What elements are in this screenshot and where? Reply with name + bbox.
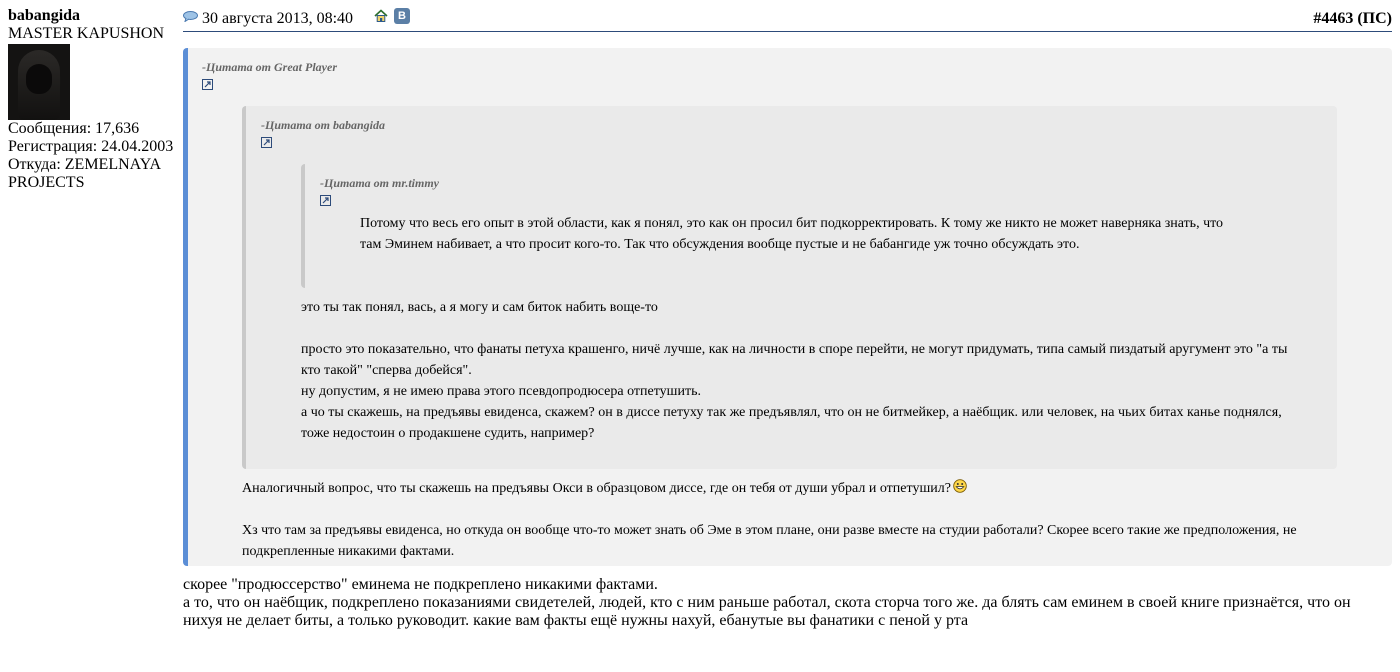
grin-smiley-icon xyxy=(953,479,967,493)
quote-outer-text xyxy=(242,478,1342,499)
post-body-line: скорее "продюссерство" еминема не подкреплено никакими фактами. xyxy=(183,576,658,593)
quote-middle-text xyxy=(301,339,1301,444)
user-info xyxy=(8,7,180,192)
vk-icon[interactable]: В xyxy=(394,8,410,24)
avatar[interactable] xyxy=(8,44,70,120)
post-number[interactable] xyxy=(1313,10,1392,28)
quote-author: -Цитата от babangida xyxy=(261,118,386,132)
user-messages: Сообщения: 17,636 xyxy=(8,120,140,137)
quote-middle xyxy=(242,106,1337,469)
quote-middle-line: ну допустим, я не имею права этого псевдопродюсера отпетушить. xyxy=(301,384,701,399)
post-number-value[interactable]: #4463 xyxy=(1313,10,1354,27)
quote-outer-line: Аналогичный вопрос, что ты скажешь на предъявы Окси в образцовом диссе, где он тебя от души убрал и отпетушил? xyxy=(242,481,951,496)
quote-middle-line: а чо ты скажешь, на предъявы евиденса, скажем? он в диссе петуху так же предъявлял, что он не битмейкер, а наёбщик. или человек, на чьих битах канье поднялся, тоже недостоин о продакшене судить, например? xyxy=(301,405,1282,441)
user-registration: Регистрация: 24.04.2003 xyxy=(8,138,174,155)
home-icon[interactable] xyxy=(374,9,388,23)
quote-middle-text: это ты так понял, вась, а я могу и сам биток набить воще-то xyxy=(301,300,658,315)
quote-link-icon[interactable] xyxy=(202,79,213,90)
username[interactable]: babangida xyxy=(8,7,81,24)
quote-outer-text: Хз что там за предъявы евиденса, но откуда он вообще что-то может знать об Эме в этом плане, они разве вместе на студии работали? Скорее всего такие же предположения, не подкрепленные никакими фактами. xyxy=(242,523,1297,559)
user-location: Откуда: ZEMELNAYA PROJECTS xyxy=(8,156,161,191)
quote-outer xyxy=(183,48,1392,566)
quote-author: -Цитата от mr.timmy xyxy=(320,176,440,190)
post-body xyxy=(183,576,1392,630)
post-bubble-icon xyxy=(183,11,198,22)
quote-inner-text: Потому что весь его опыт в этой области, как я понял, это как он просил бит подкорректировать. К тому же никто не может наверняка знать, что там Эминем набивает, а что просит кого-то. Так что обсуждения вообще пустые и не бабангиде уж точно обсуждать это. xyxy=(360,216,1224,252)
quote-author: -Цитата от Great Player xyxy=(202,60,337,74)
post-body-line: а то, что он наёбщик, подкреплено показаниями свидетелей, людей, кто с ним раньше работал, скота сторча того же. да блять сам еминем в своей книге признаётся, что он нихуя не делает биты, а только руководит. какие вам факты ещё нужны нахуй, ебанутые вы фанатики с пеной у рта xyxy=(183,594,1351,629)
quote-inner xyxy=(301,164,1321,288)
quote-middle-line: просто это показательно, что фанаты петуха крашенго, ничё лучше, как на личности в споре перейти, не могут придумать, типа самый пиздатый аругумент это "а ты кто такой" "сперва добейся". xyxy=(301,342,1288,378)
post-number-suffix: (ПС) xyxy=(1353,10,1392,27)
user-title: MASTER KAPUSHON xyxy=(8,25,165,42)
post-header xyxy=(183,7,1392,32)
quote-link-icon[interactable] xyxy=(261,137,272,148)
post-date: 30 августа 2013, 08:40 xyxy=(202,10,354,27)
quote-link-icon[interactable] xyxy=(320,195,331,206)
post xyxy=(183,7,1392,630)
